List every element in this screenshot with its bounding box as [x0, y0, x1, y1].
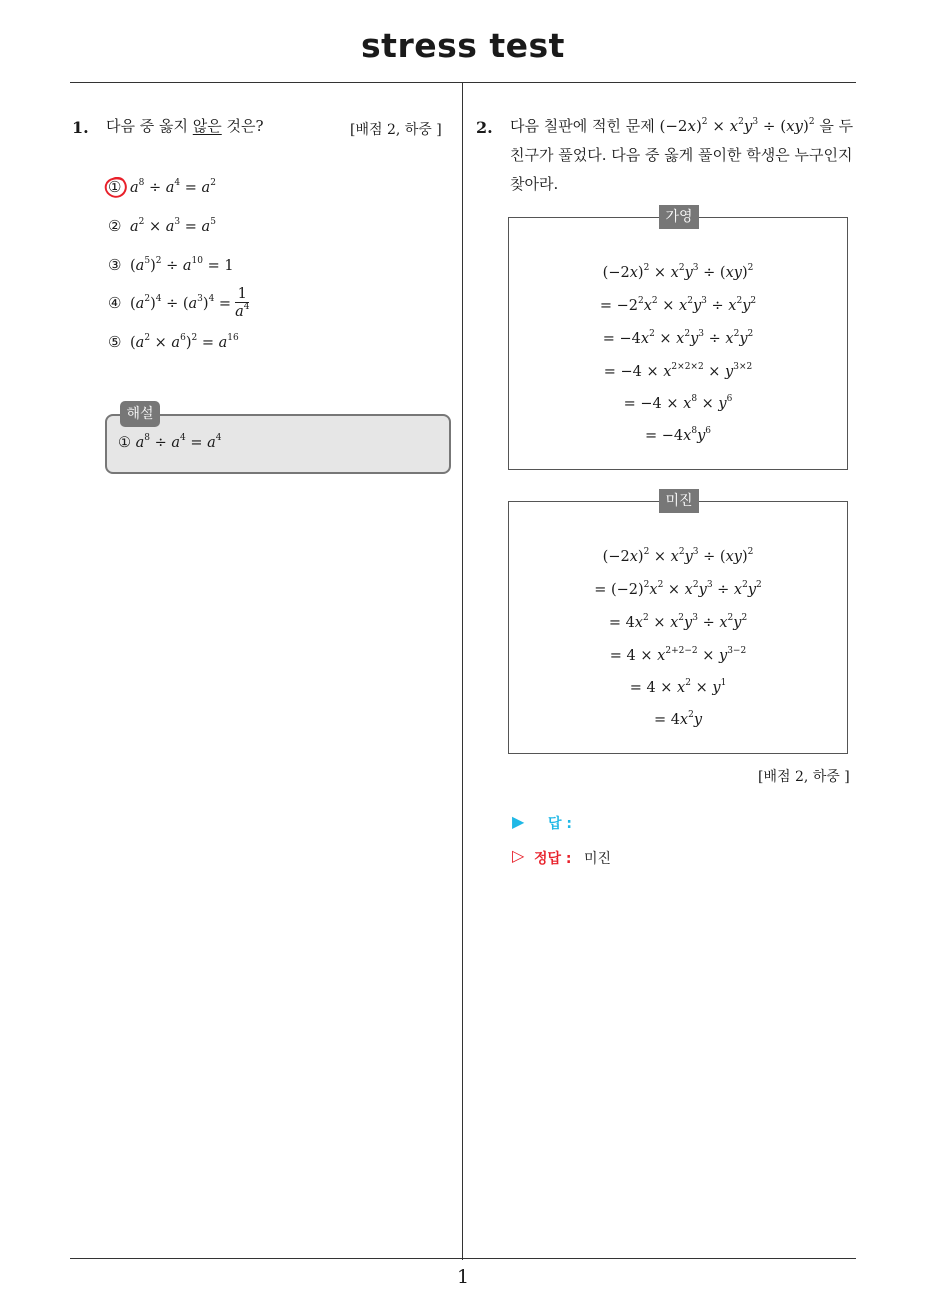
q2-question-text: 다음 칠판에 적힌 문제 $(-2x)^2 \times x^2y^3 \div (xy)^2$ 을 두 친구가 풀었다. 다음 중 옳게 풀이한 학생은 누구인지 찾아라. — [510, 117, 854, 193]
q2-number: 2. — [476, 118, 493, 137]
q1-text-pre: 다음 중 옳지 — [106, 117, 193, 135]
page-number: 1 — [456, 1266, 470, 1288]
q1-option-2[interactable]: ② $a^2 \times a^3 = a^5$ — [108, 217, 216, 235]
answer-arrow-icon: ▶ — [512, 812, 525, 831]
q1-meta: [배점 2, 하중 ] — [350, 122, 442, 138]
q1-option-3[interactable]: ③ $(a^5)^2 \div a^{10} = 1$ — [108, 256, 234, 274]
board1-line-6: = $-4x^8y^6$ — [645, 426, 711, 444]
board-label-gayoung: 가영 — [659, 205, 699, 229]
board1-line-3: = $-4x^2 \times x^2y^3 \div x^2y^2$ — [602, 329, 754, 347]
q1-number: 1. — [72, 118, 89, 137]
q1-text-post: 것은? — [221, 117, 264, 135]
board1-line-4: = $-4 \times x^{2\times 2\times 2} \times y^{3\times 2}$ — [603, 362, 753, 380]
column-divider — [462, 83, 463, 1260]
q1-option-5[interactable]: ⑤ $(a^2 \times a^6)^2 = a^{16}$ — [108, 333, 239, 351]
board2-line-3: = $4x^2 \times x^2y^3 \div x^2y^2$ — [608, 613, 748, 631]
page-title: stress test — [361, 26, 565, 65]
q1-question-text — [106, 112, 264, 141]
correct-arrow-icon: ▷ — [512, 846, 525, 865]
solution-text: ① $a^8 \div a^4 = a^4$ — [118, 433, 222, 451]
q1-text-underlined: 않은 — [192, 117, 222, 135]
board2-line-2: = $(-2)^2x^2 \times x^2y^3 \div x^2y^2$ — [594, 580, 762, 598]
answer-label: 답 : — [548, 816, 572, 832]
header-divider — [70, 82, 856, 83]
q1-option-4[interactable]: ④ $(a^2)^4 \div (a^3)^4$ = $\frac{1}{a^4}$ — [108, 286, 250, 320]
board1-line-2: = $-2^2x^2 \times x^2y^3 \div x^2y^2$ — [599, 296, 757, 314]
board2-line-6: = $4x^2y$ — [653, 710, 703, 728]
solution-label: 해설 — [120, 401, 160, 427]
q1-option-1[interactable]: ① $a^8 \div a^4 = a^2$ — [108, 178, 216, 196]
board2-line-1: $(-2x)^2 \times x^2y^3 \div (xy)^2$ — [602, 547, 754, 565]
board1-line-1: $(-2x)^2 \times x^2y^3 \div (xy)^2$ — [602, 263, 754, 281]
correct-answer-label: 정답 : — [534, 851, 572, 867]
board-label-mijin: 미진 — [659, 489, 699, 513]
footer-divider — [70, 1258, 856, 1259]
board1-line-5: = $-4 \times x^8 \times y^6$ — [623, 394, 733, 412]
correct-answer-value: 미진 — [584, 851, 612, 867]
board2-line-4: = $4 \times x^{2+2-2} \times y^{3-2}$ — [609, 646, 747, 664]
board2-line-5: = $4 \times x^2 \times y^1$ — [629, 678, 727, 696]
q2-meta: [배점 2, 하중 ] — [758, 769, 850, 785]
